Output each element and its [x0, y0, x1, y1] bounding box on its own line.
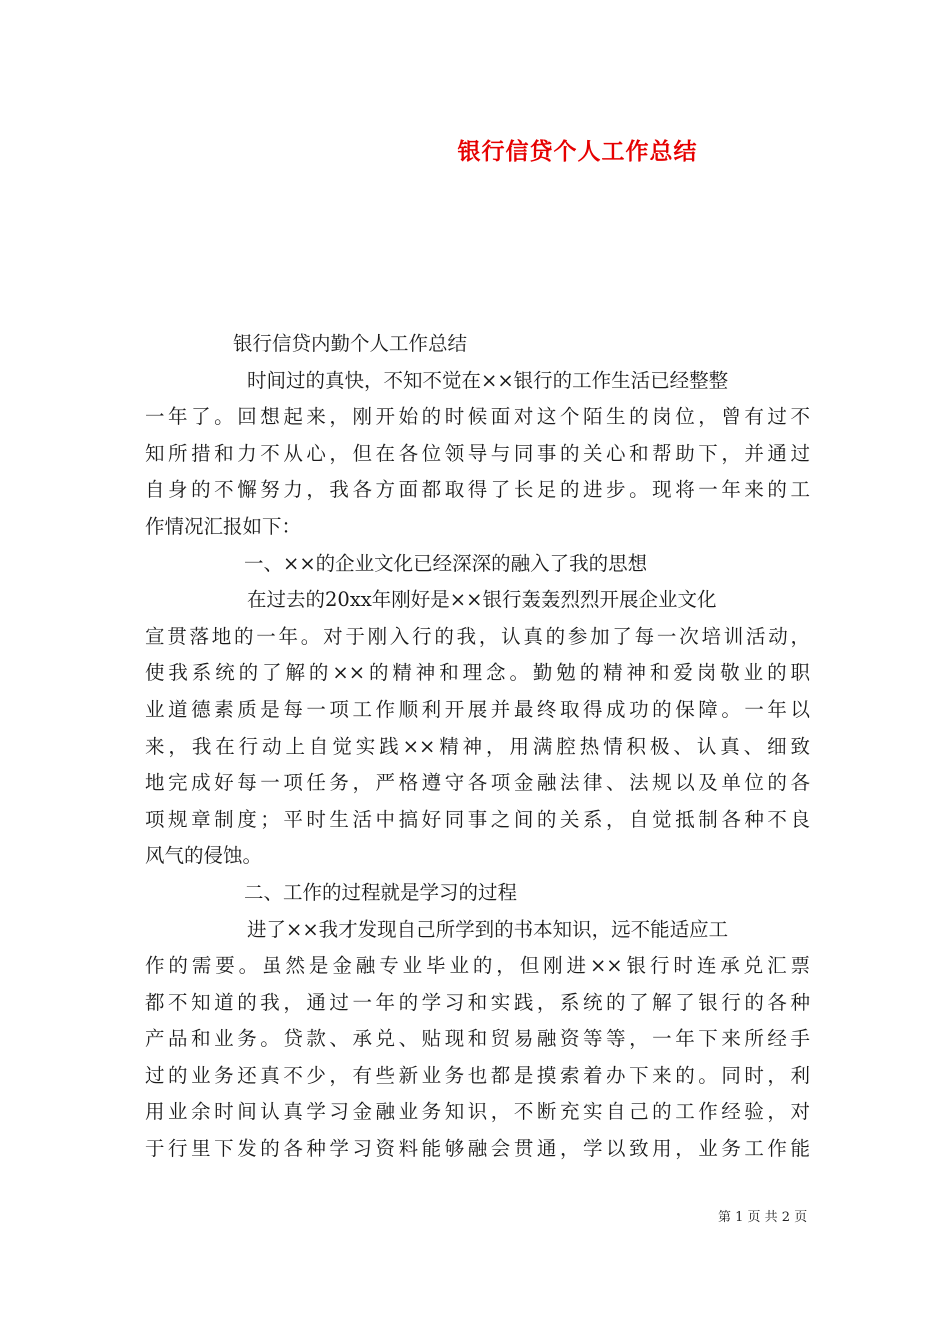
- paragraph-line: 宣贯落地的一年。对于刚入行的我，认真的参加了每一次培训活动，: [145, 624, 810, 648]
- document-title: 银行信贷个人工作总结: [457, 138, 698, 165]
- paragraph-line: 用业余时间认真学习金融业务知识，不断充实自己的工作经验，对: [145, 1100, 810, 1124]
- paragraph-line: 来，我在行动上自觉实践××精神，用满腔热情积极、认真、细致: [145, 734, 810, 758]
- paragraph-line: 产品和业务。贷款、承兑、贴现和贸易融资等等，一年下来所经手: [145, 1027, 810, 1051]
- section-heading: 一、××的企业文化已经深深的融入了我的思想: [244, 551, 648, 575]
- paragraph-line: 知所措和力不从心，但在各位领导与同事的关心和帮助下，并通过: [145, 441, 810, 465]
- page-number-footer: 第 1 页 共 2 页: [718, 1210, 808, 1225]
- paragraph-line: 一年了。回想起来，刚开始的时候面对这个陌生的岗位，曾有过不: [145, 405, 810, 429]
- paragraph-line: 进了××我才发现自己所学到的书本知识，远不能适应工: [247, 917, 729, 941]
- paragraph-line: 业道德素质是每一项工作顺利开展并最终取得成功的保障。一年以: [145, 697, 810, 721]
- paragraph-line: 自身的不懈努力，我各方面都取得了长足的进步。现将一年来的工: [145, 478, 810, 502]
- section-heading: 二、工作的过程就是学习的过程: [244, 880, 518, 904]
- document-subtitle: 银行信贷内勤个人工作总结: [233, 332, 468, 355]
- paragraph-line: 在过去的20xx年刚好是××银行轰轰烈烈开展企业文化: [247, 588, 717, 612]
- paragraph-line: 作情况汇报如下：: [145, 514, 302, 538]
- paragraph-line: 都不知道的我，通过一年的学习和实践，系统的了解了银行的各种: [145, 990, 810, 1014]
- paragraph-line: 作的需要。虽然是金融专业毕业的，但刚进××银行时连承兑汇票: [145, 954, 810, 978]
- document-body: [145, 326, 810, 1168]
- paragraph-line: 于行里下发的各种学习资料能够融会贯通，学以致用，业务工作能: [145, 1137, 810, 1161]
- paragraph-line: 项规章制度；平时生活中搞好同事之间的关系，自觉抵制各种不良: [145, 807, 810, 831]
- paragraph-line: 时间过的真快，不知不觉在××银行的工作生活已经整整: [247, 368, 729, 392]
- paragraph-line: 过的业务还真不少，有些新业务也都是摸索着办下来的。同时，利: [145, 1063, 810, 1087]
- paragraph-line: 地完成好每一项任务，严格遵守各项金融法律、法规以及单位的各: [145, 771, 810, 795]
- paragraph-line: 使我系统的了解的××的精神和理念。勤勉的精神和爱岗敬业的职: [145, 661, 810, 685]
- paragraph-line: 风气的侵蚀。: [145, 844, 263, 868]
